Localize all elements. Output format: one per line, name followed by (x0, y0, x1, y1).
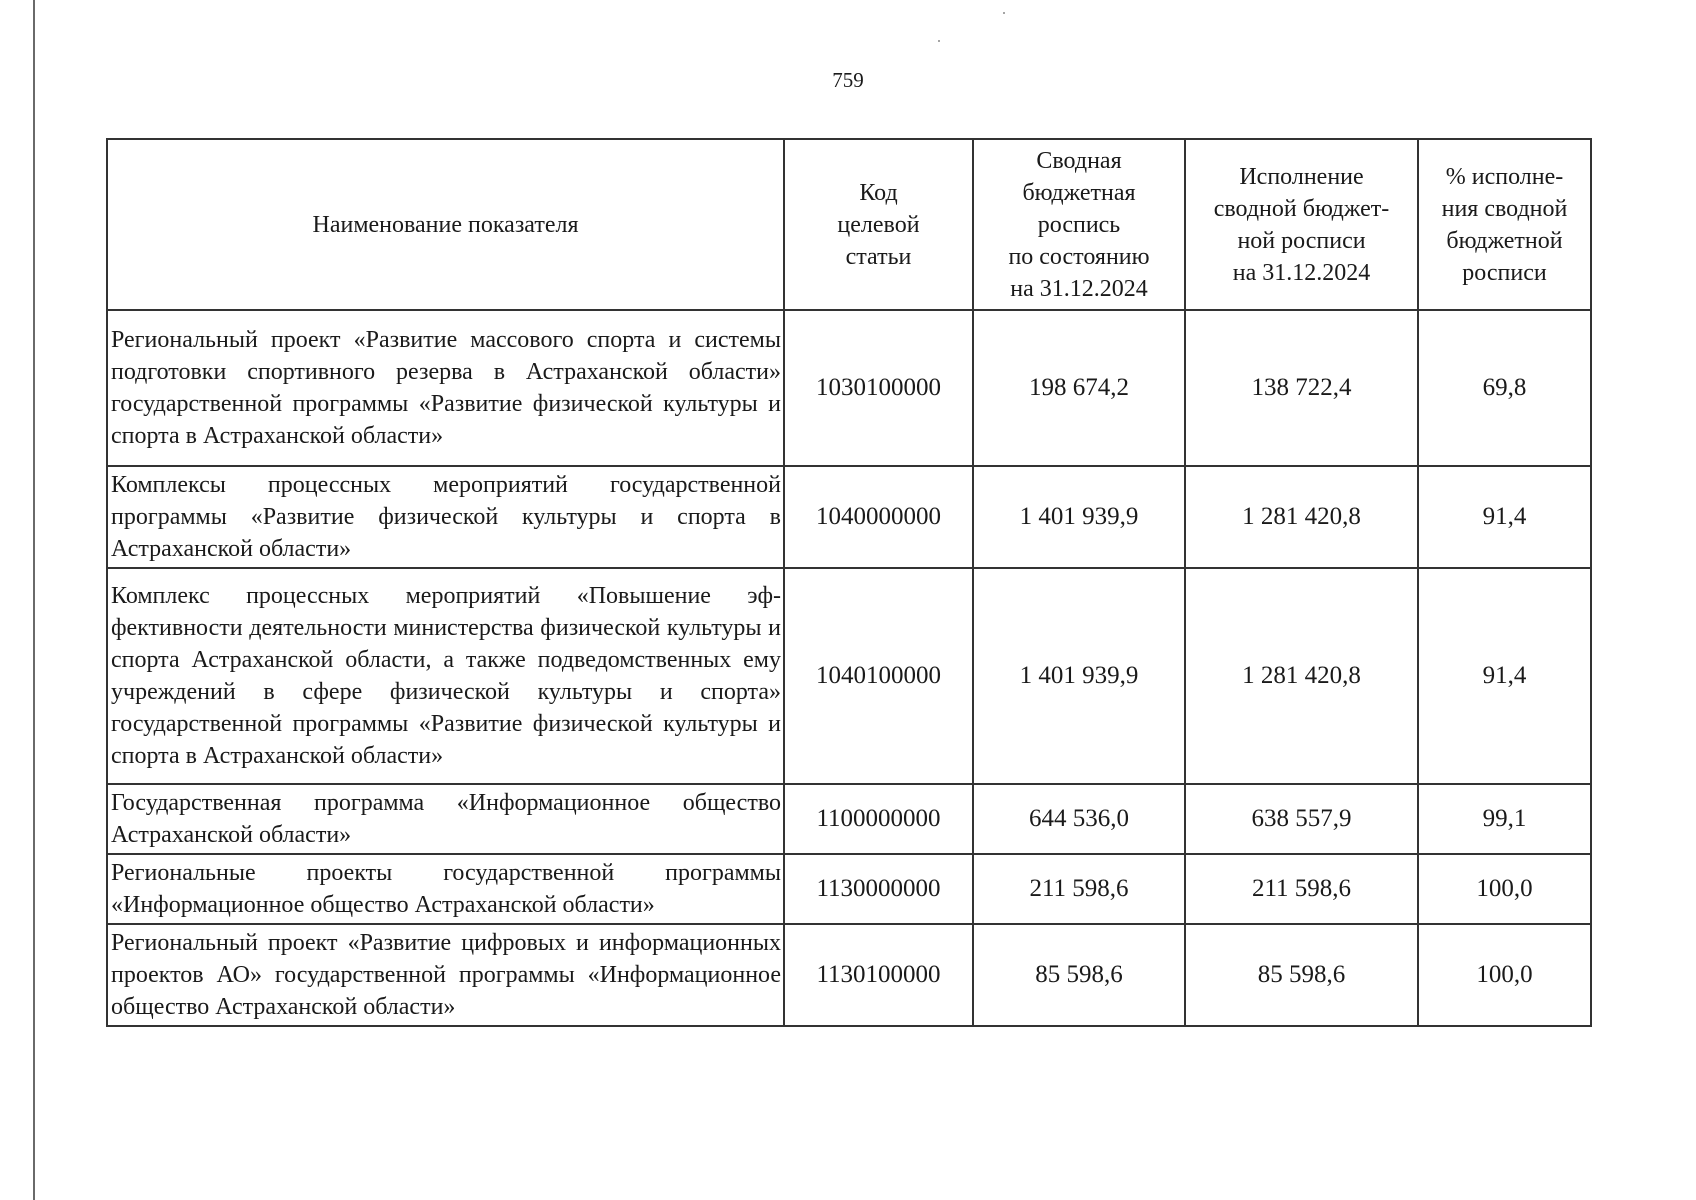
execution-percent-cell: 100,0 (1418, 854, 1591, 924)
indicator-name-cell: Региональный проект «Развитие массового спорта и системы подготовки спортивного резерва в Астраханской области» государственной программы «Развитие физической культуры и спорта в Астраханской области» (107, 310, 784, 466)
indicator-name-cell: Государственная программа «Информационное общество Астраханской области» (107, 784, 784, 854)
header-execution-percent (1418, 139, 1591, 310)
budget-plan-cell: 1 401 939,9 (973, 568, 1185, 784)
target-code-cell: 1040000000 (784, 466, 973, 568)
indicator-name-cell: Региональные проекты государственной программы «Информационное общество Астраханской области» (107, 854, 784, 924)
budget-plan-cell: 644 536,0 (973, 784, 1185, 854)
execution-percent-cell: 100,0 (1418, 924, 1591, 1026)
target-code-cell: 1040100000 (784, 568, 973, 784)
header-budget-plan-text: Сводная бюджетная роспись по состоянию на 31.12.2024 (1008, 147, 1150, 302)
budget-execution-table (106, 138, 1592, 1027)
target-code-cell: 1130100000 (784, 924, 973, 1026)
table-row (107, 924, 1591, 1026)
table-row (107, 854, 1591, 924)
execution-percent-cell: 91,4 (1418, 466, 1591, 568)
target-code-cell: 1130000000 (784, 854, 973, 924)
budget-execution-cell: 211 598,6 (1185, 854, 1418, 924)
budget-execution-cell: 1 281 420,8 (1185, 568, 1418, 784)
budget-plan-cell: 211 598,6 (973, 854, 1185, 924)
table-row (107, 568, 1591, 784)
budget-execution-cell: 638 557,9 (1185, 784, 1418, 854)
budget-plan-cell: 198 674,2 (973, 310, 1185, 466)
budget-execution-cell: 85 598,6 (1185, 924, 1418, 1026)
page-binding-edge (33, 0, 35, 1200)
scan-speck (1003, 12, 1005, 14)
header-execution-percent-text: % исполне- ния сводной бюджетной росписи (1441, 163, 1568, 286)
execution-percent-cell: 69,8 (1418, 310, 1591, 466)
header-indicator-name (107, 139, 784, 310)
table-row (107, 784, 1591, 854)
header-budget-plan (973, 139, 1185, 310)
page-number (0, 68, 1696, 93)
budget-plan-cell: 85 598,6 (973, 924, 1185, 1026)
execution-percent-cell: 91,4 (1418, 568, 1591, 784)
header-target-code (784, 139, 973, 310)
execution-percent-cell: 99,1 (1418, 784, 1591, 854)
target-code-cell: 1030100000 (784, 310, 973, 466)
scan-speck (938, 40, 940, 42)
indicator-name-cell: Комплекс процессных мероприятий «Повышение эффективности деятельности министерства физической культуры и спорта Астраханской области, а также подведомственных ему учреждений в сфере физической культуры и спорта» государственной программы «Развитие физической культуры и спорта в Астраханской области» (107, 568, 784, 784)
header-budget-execution (1185, 139, 1418, 310)
header-target-code-text: Код целевой статьи (837, 179, 920, 270)
table-row (107, 310, 1591, 466)
page-number-text: 759 (832, 68, 864, 92)
table-header-row (107, 139, 1591, 310)
header-indicator-name-text: Наименование показателя (312, 211, 579, 238)
header-budget-execution-text: Исполнение сводной бюджет- ной росписи на 31.12.2024 (1213, 163, 1390, 286)
budget-execution-cell: 138 722,4 (1185, 310, 1418, 466)
table-row (107, 466, 1591, 568)
indicator-name-cell: Региональный проект «Развитие цифровых и информационных проектов АО» государственной программы «Информационное общество Астраханской области» (107, 924, 784, 1026)
target-code-cell: 1100000000 (784, 784, 973, 854)
budget-plan-cell: 1 401 939,9 (973, 466, 1185, 568)
indicator-name-cell: Комплексы процессных мероприятий государственной программы «Развитие физической культуры и спорта в Астраханской области» (107, 466, 784, 568)
budget-execution-cell: 1 281 420,8 (1185, 466, 1418, 568)
